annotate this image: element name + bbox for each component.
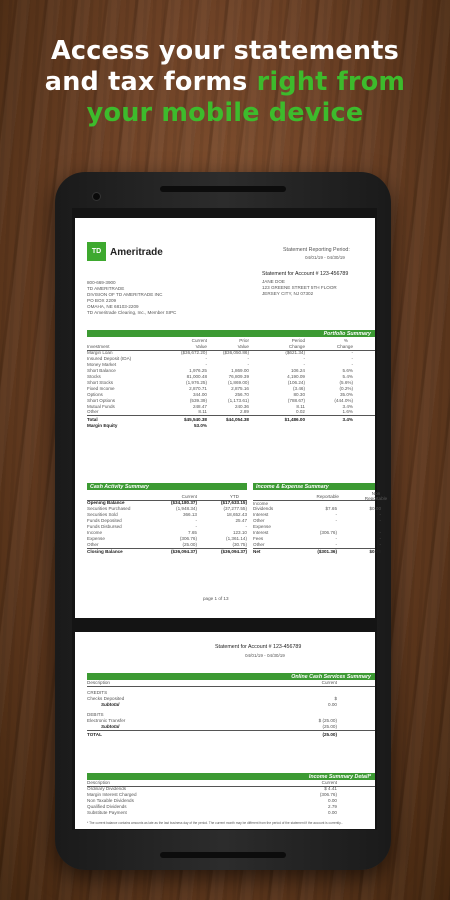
headline-line-2	[0, 67, 450, 98]
income-expense-table	[253, 491, 388, 555]
table-cell: 7.65	[188, 529, 197, 535]
table-cell: (30.75)	[232, 541, 247, 547]
sender-line: 800-669-3900	[87, 280, 116, 285]
table-cell: 0.02	[296, 409, 305, 415]
table-cell: ($17,633.15)	[220, 500, 247, 506]
table-cell: (3.46)	[292, 385, 305, 391]
headline	[0, 36, 450, 129]
table-cell: Substitute Payment	[87, 810, 127, 816]
headline-line-1: Access your statements	[50, 36, 400, 66]
table-cell: Short Options	[87, 397, 116, 403]
table-cell: -	[335, 512, 337, 518]
table-cell: 123.10	[232, 529, 247, 535]
account-label: Statement for Account # 123-456789	[262, 271, 349, 277]
table-cell: (788.67)	[287, 397, 305, 403]
period-dates: 04/01/19 - 04/30/19	[305, 255, 345, 260]
table-cell: -	[205, 362, 207, 368]
cash-services-total-row	[87, 731, 375, 739]
table-cell: Margin Interest Charged	[87, 792, 137, 798]
table-cell: (306.76)	[319, 530, 337, 536]
table-cell: -	[195, 518, 197, 524]
statement-page-2[interactable]	[75, 632, 375, 829]
divider	[87, 686, 375, 687]
table-cell: (1,361.14)	[226, 535, 247, 541]
table-cell: 240.36	[234, 403, 249, 409]
table-cell: Income	[253, 500, 269, 506]
table-cell: 8.11	[296, 403, 305, 409]
closing-label: Closing Balance	[87, 549, 123, 555]
table-cell: Short Balance	[87, 368, 116, 374]
cash-activity-table	[87, 494, 247, 555]
margin-label: Margin Equity	[87, 422, 118, 428]
sender-line: OMAHA, NE 68103-2209	[87, 304, 139, 309]
income-detail-row	[87, 810, 375, 816]
portfolio-summary-bar	[87, 330, 375, 337]
table-cell: -	[245, 524, 247, 530]
table-cell: Checks Deposited	[87, 696, 125, 702]
table-cell: Electronic Transfer	[87, 718, 126, 724]
table-cell: (106.24)	[287, 379, 305, 385]
period-label: Statement Reporting Period:	[283, 247, 350, 253]
table-cell: 80.30	[293, 391, 305, 397]
table-cell: -	[351, 362, 353, 368]
table-cell: Margin Loan	[87, 350, 113, 356]
table-cell: $	[334, 696, 337, 702]
table-cell: (306.76)	[179, 535, 197, 541]
phone-screen[interactable]	[72, 208, 388, 830]
income-expense-bar	[253, 483, 375, 490]
table-cell: -	[379, 530, 381, 536]
col-prior: Prior	[239, 338, 249, 343]
net-nonreportable: $0.00	[369, 549, 381, 555]
table-cell: $7.65	[325, 506, 337, 512]
table-cell: 4,190.09	[287, 374, 305, 380]
margin-equity-row	[87, 423, 375, 429]
footnote: * The current balance contains amounts as late as the last business day of the period. The current month may be different from the period of the statement if the account is currently...	[87, 821, 344, 825]
table-cell: 1,869.00	[231, 368, 249, 374]
table-cell: Fees	[253, 535, 264, 541]
cash-col-current: Current	[181, 494, 197, 499]
sender-line: TD AMERITRADE	[87, 286, 125, 291]
holder-street: 123 GREENE STREET 5TH FLOOR	[262, 285, 337, 290]
table-cell: 0.00	[328, 702, 337, 708]
table-cell: (444.0%)	[334, 397, 353, 403]
table-cell: Insured Deposit (IDA)	[87, 356, 132, 362]
id-col-description: Description	[87, 780, 110, 785]
table-cell: (37,277.55)	[223, 506, 247, 512]
cash-services-row	[87, 702, 375, 708]
table-cell: -	[247, 362, 249, 368]
table-cell: (25.00)	[182, 541, 197, 547]
table-cell: (539.39)	[189, 397, 207, 403]
income-expense-title: Income & Expense Summary	[256, 484, 329, 491]
table-cell: 2.79	[328, 804, 337, 810]
table-cell: 25.47	[235, 518, 247, 524]
net-row	[253, 548, 381, 555]
table-cell: Opening Balance	[87, 500, 125, 506]
cs-total-label: TOTAL	[87, 731, 102, 737]
holder-name: JANE DOE	[262, 279, 285, 284]
table-cell: 5.4%	[342, 374, 353, 380]
table-cell: ($36,672.20)	[180, 350, 207, 356]
table-cell: -	[335, 541, 337, 547]
td-logo-icon: TD	[87, 242, 106, 261]
table-cell: DEBITS	[87, 712, 104, 718]
col-pct: %	[343, 338, 348, 343]
statement-page-1[interactable]	[75, 218, 388, 618]
total-current: $45,540.38	[184, 416, 207, 422]
holder-city: JERSEY CITY, NJ 07302	[262, 291, 314, 296]
table-cell: Stocks	[87, 374, 101, 380]
table-cell: 366.13	[182, 512, 197, 518]
table-cell: Interest	[253, 512, 269, 518]
table-cell: -	[205, 356, 207, 362]
closing-ytd: ($36,094.37)	[220, 549, 247, 555]
page2-period: 04/01/19 - 04/30/19	[245, 653, 285, 658]
closing-balance-row	[87, 548, 247, 555]
table-cell: 2,870.71	[189, 385, 207, 391]
table-cell: (306.76)	[319, 792, 337, 798]
table-cell: -	[195, 524, 197, 530]
table-cell: 344.00	[192, 391, 207, 397]
closing-current: ($36,094.37)	[170, 549, 197, 555]
table-cell: Funds Disbursed	[87, 524, 122, 530]
table-cell: Dividends	[253, 506, 274, 512]
table-cell: 18,652.43	[226, 512, 247, 518]
income-col-reportable: Reportable	[316, 494, 339, 499]
portfolio-total-row	[87, 416, 375, 423]
table-cell: -	[335, 535, 337, 541]
table-cell: -	[351, 350, 353, 356]
col-current: Current	[191, 338, 207, 343]
table-cell: 1,976.25	[189, 368, 207, 374]
table-cell: Other	[87, 541, 99, 547]
cs-total-value: (25.00)	[322, 731, 337, 737]
table-cell: 81,000.48	[186, 374, 207, 380]
table-cell: $0.00	[369, 506, 381, 512]
table-cell: -	[303, 356, 305, 362]
table-cell: 76,809.39	[228, 374, 249, 380]
sender-line: PO BOX 2209	[87, 298, 117, 303]
table-cell: -	[379, 535, 381, 541]
table-cell: 2.89	[240, 409, 249, 415]
table-cell: 0.00	[328, 810, 337, 816]
brand-name: Ameritrade	[110, 247, 163, 258]
total-change: $1,486.00	[284, 416, 305, 422]
table-cell: (25.00)	[322, 723, 337, 729]
table-cell: 3.4%	[342, 403, 353, 409]
header-value: Value	[195, 344, 207, 349]
table-cell: 106.24	[290, 368, 305, 374]
cs-col-description: Description	[87, 680, 110, 685]
phone-frame	[55, 172, 391, 870]
table-cell: -	[247, 356, 249, 362]
table-cell: $ 4.41	[324, 786, 337, 792]
table-cell: (1,976.25)	[186, 379, 207, 385]
cash-services-table	[87, 680, 375, 739]
table-cell: 256.70	[234, 391, 249, 397]
sender-line: DIVISION OF TD AMERITRADE INC	[87, 292, 163, 297]
table-cell: Securities Purchased	[87, 506, 131, 512]
table-cell: Fixed Income	[87, 385, 115, 391]
header-change: Change	[288, 344, 305, 349]
table-cell: Money Market	[87, 362, 117, 368]
table-cell: Other	[253, 518, 265, 524]
table-cell: -	[379, 512, 381, 518]
cash-col-ytd: YTD	[229, 494, 239, 499]
table-cell: $ (25.00)	[318, 718, 337, 724]
cash-activity-bar	[87, 483, 247, 490]
cs-col-current: Current	[321, 680, 337, 685]
col-period: Period	[291, 338, 305, 343]
headline-line-3: your mobile device	[86, 98, 364, 128]
table-cell: 5.6%	[342, 368, 353, 374]
page-number: page 1 of 13	[203, 596, 229, 601]
cash-services-title: Online Cash Services Summary	[291, 674, 371, 681]
header-value: Value	[237, 344, 249, 349]
table-cell: -	[379, 541, 381, 547]
cash-activity-title: Cash Activity Summary	[90, 484, 149, 491]
total-pct: 3.4%	[342, 416, 353, 422]
table-cell: Subtotal	[101, 723, 120, 729]
table-cell: -	[335, 518, 337, 524]
cash-services-bar	[87, 673, 375, 680]
table-cell: Other	[87, 409, 99, 415]
table-cell: ($621.34)	[285, 350, 305, 356]
sender-line: TD Ameritrade Clearing, Inc., Member SIPC	[87, 310, 177, 315]
table-cell: (1,173.61)	[228, 397, 249, 403]
table-cell: (1,948.34)	[176, 506, 197, 512]
table-cell: 2,875.16	[231, 385, 249, 391]
table-cell: Interest	[253, 530, 269, 536]
table-cell: (0.2%)	[339, 385, 353, 391]
table-cell: 35.0%	[339, 391, 353, 397]
table-cell: Short Stocks	[87, 379, 114, 385]
table-cell: ($36,050.86)	[222, 350, 249, 356]
table-cell: -	[303, 362, 305, 368]
table-cell: -	[351, 356, 353, 362]
id-col-current: Current	[321, 780, 337, 785]
table-cell: Subtotal	[101, 702, 120, 708]
portfolio-summary-title: Portfolio Summary	[323, 331, 371, 338]
table-cell: Expense	[87, 535, 105, 541]
header-change: Change	[336, 344, 353, 349]
income-col-nonreportable: Non Reportable	[364, 491, 388, 501]
table-cell: 8.11	[198, 409, 207, 415]
net-label: Net	[253, 549, 261, 555]
margin-value: 53.0%	[193, 422, 207, 428]
table-cell: ($34,180.37)	[170, 500, 197, 506]
table-cell: (1,869.00)	[228, 379, 249, 385]
table-cell: Mutual Funds	[87, 403, 115, 409]
table-cell: Securities Sold	[87, 512, 118, 518]
income-detail-table	[87, 780, 375, 816]
table-cell: Qualified Dividends	[87, 804, 127, 810]
top-speaker	[160, 186, 286, 192]
bottom-speaker	[160, 852, 286, 858]
total-prior: $44,054.38	[226, 416, 249, 422]
table-cell: 0.00	[328, 798, 337, 804]
table-cell: Funds Deposited	[87, 518, 122, 524]
table-cell: (5.6%)	[339, 379, 353, 385]
table-cell: 1.6%	[342, 409, 353, 415]
header-investment: Investment	[87, 344, 110, 349]
net-reportable: ($301.36)	[317, 549, 337, 555]
headline-line-2-green: right from	[256, 67, 406, 97]
table-cell: 248.47	[192, 403, 207, 409]
table-cell: Options	[87, 391, 103, 397]
table-cell: -	[379, 518, 381, 524]
table-cell: Expense	[253, 524, 271, 530]
headline-line-2-white: and tax forms	[44, 67, 257, 97]
portfolio-table	[87, 338, 375, 429]
table-cell: Other	[253, 541, 265, 547]
table-cell: Ordinary Dividends	[87, 786, 127, 792]
table-cell: CREDITS	[87, 690, 108, 696]
income-detail-title: Income Summary Detail*	[308, 774, 371, 781]
income-header	[253, 491, 388, 501]
front-camera-icon	[92, 192, 101, 201]
table-cell: Non Taxable Dividends	[87, 798, 134, 804]
income-detail-bar	[87, 773, 375, 780]
table-cell: Income	[87, 529, 103, 535]
page2-account-label: Statement for Account # 123-456789	[215, 644, 302, 650]
total-label: Total	[87, 416, 98, 422]
